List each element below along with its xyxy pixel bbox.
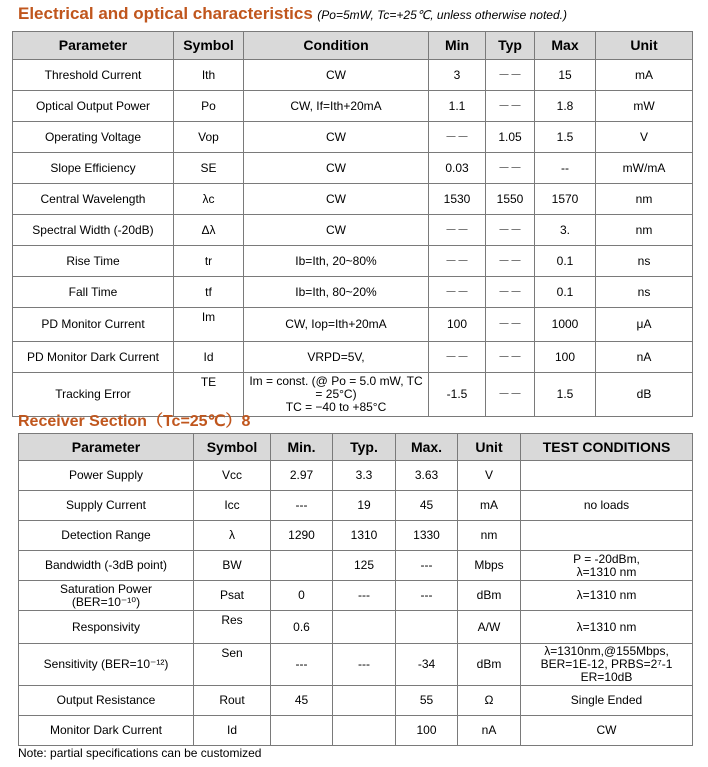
table-header-row	[13, 32, 693, 60]
table-cell: -1.5	[429, 373, 486, 417]
section2-title: Receiver Section（Tc=25℃）8	[18, 413, 251, 430]
column-header: Unit	[458, 434, 521, 461]
table-cell: Saturation Power (BER=10⁻¹⁰)	[19, 581, 194, 611]
table-cell: Detection Range	[19, 521, 194, 551]
section1-title: Electrical and optical characteristics	[18, 4, 313, 23]
table-row	[19, 521, 693, 551]
table-cell: dB	[596, 373, 693, 417]
table-cell: 3	[429, 60, 486, 91]
table-cell: nA	[596, 342, 693, 373]
table-cell: Im	[174, 308, 244, 342]
table-cell: ---	[333, 581, 396, 611]
table-cell: CW, Iop=Ith+20mA	[244, 308, 429, 342]
table-cell: Slope Efficiency	[13, 153, 174, 184]
table-cell: Mbps	[458, 551, 521, 581]
table-row	[19, 611, 693, 644]
table-cell: Ith	[174, 60, 244, 91]
column-header: Condition	[244, 32, 429, 60]
column-header: Parameter	[19, 434, 194, 461]
table-cell: 100	[535, 342, 596, 373]
footnote: Note: partial specifications can be customized	[18, 746, 262, 760]
column-header: TEST CONDITIONS	[521, 434, 693, 461]
table-cell: ---	[271, 491, 333, 521]
table-row	[13, 91, 693, 122]
table-cell: ns	[596, 277, 693, 308]
table-cell: λc	[174, 184, 244, 215]
table-cell: CW	[244, 153, 429, 184]
table-cell: 1330	[396, 521, 458, 551]
table-cell: dBm	[458, 581, 521, 611]
table-cell: －－	[486, 60, 535, 91]
table-cell: Optical Output Power	[13, 91, 174, 122]
table-cell: 2.97	[271, 461, 333, 491]
table-cell: －－	[486, 308, 535, 342]
table-cell: Operating Voltage	[13, 122, 174, 153]
table-cell: CW	[244, 60, 429, 91]
table-cell: ---	[396, 581, 458, 611]
table-cell: Ib=Ith, 20~80%	[244, 246, 429, 277]
table-cell: －－	[486, 91, 535, 122]
table-cell: P = -20dBm, λ=1310 nm	[521, 551, 693, 581]
column-header: Max	[535, 32, 596, 60]
table-cell: 1.1	[429, 91, 486, 122]
table-row	[19, 581, 693, 611]
table-cell: Id	[194, 716, 271, 746]
table-cell	[333, 716, 396, 746]
table-cell: Icc	[194, 491, 271, 521]
table-row	[13, 153, 693, 184]
table-cell	[521, 461, 693, 491]
table-cell: Sen	[194, 644, 271, 686]
table-row	[19, 716, 693, 746]
table-cell: 1.5	[535, 373, 596, 417]
table-cell: ---	[333, 644, 396, 686]
table-header-row	[19, 434, 693, 461]
table-cell: Threshold Current	[13, 60, 174, 91]
table-cell: －－	[429, 246, 486, 277]
receiver-section-table	[18, 433, 693, 746]
section1-heading	[18, 4, 567, 24]
table-cell: －－	[486, 153, 535, 184]
column-header: Unit	[596, 32, 693, 60]
table-cell: Im = const. (@ Po = 5.0 mW, TC = 25°C) TC = −40 to +85°C	[244, 373, 429, 417]
table-cell: 1.5	[535, 122, 596, 153]
column-header: Max.	[396, 434, 458, 461]
table-cell	[271, 716, 333, 746]
table-cell: Id	[174, 342, 244, 373]
table-cell: 0.1	[535, 277, 596, 308]
table-cell: BW	[194, 551, 271, 581]
table-cell: －－	[486, 342, 535, 373]
table-cell: CW	[244, 184, 429, 215]
column-header: Symbol	[174, 32, 244, 60]
table-cell: Sensitivity (BER=10⁻¹²)	[19, 644, 194, 686]
table-cell: ---	[396, 551, 458, 581]
table-cell: CW	[244, 122, 429, 153]
table-cell: 3.	[535, 215, 596, 246]
table-cell: μA	[596, 308, 693, 342]
table-cell: 1530	[429, 184, 486, 215]
table-cell: λ	[194, 521, 271, 551]
table-cell: Spectral Width (-20dB)	[13, 215, 174, 246]
table-cell: －－	[486, 246, 535, 277]
table-cell: 1.8	[535, 91, 596, 122]
table-cell: 1000	[535, 308, 596, 342]
table-cell: Output Resistance	[19, 686, 194, 716]
column-header: Parameter	[13, 32, 174, 60]
table-cell: Rise Time	[13, 246, 174, 277]
table-cell: λ=1310 nm	[521, 611, 693, 644]
column-header: Typ.	[333, 434, 396, 461]
table-cell: 3.3	[333, 461, 396, 491]
table-cell: --	[535, 153, 596, 184]
column-header: Typ	[486, 32, 535, 60]
table-cell: nm	[596, 184, 693, 215]
table-cell: dBm	[458, 644, 521, 686]
table-cell: mW	[596, 91, 693, 122]
table-cell	[333, 686, 396, 716]
table-row	[13, 215, 693, 246]
table-row	[13, 122, 693, 153]
table-row	[19, 491, 693, 521]
table-cell: －－	[486, 215, 535, 246]
table-row	[13, 246, 693, 277]
table-cell: SE	[174, 153, 244, 184]
table-cell: 19	[333, 491, 396, 521]
table-cell: Ib=Ith, 80~20%	[244, 277, 429, 308]
table-cell: λ=1310 nm	[521, 581, 693, 611]
table-cell: 45	[396, 491, 458, 521]
table-cell: TE	[174, 373, 244, 417]
column-header: Min	[429, 32, 486, 60]
table-cell: 125	[333, 551, 396, 581]
section1-subtitle: (Po=5mW, Tc=+25℃, unless otherwise noted.)	[317, 8, 567, 22]
table-cell: 3.63	[396, 461, 458, 491]
table-cell: 1.05	[486, 122, 535, 153]
table-cell: －－	[486, 277, 535, 308]
table-cell: nA	[458, 716, 521, 746]
table-cell: Tracking Error	[13, 373, 174, 417]
table-cell: Po	[174, 91, 244, 122]
table-cell: －－	[429, 277, 486, 308]
table-row	[13, 308, 693, 342]
table-row	[19, 686, 693, 716]
table-cell: nm	[596, 215, 693, 246]
table-cell	[333, 611, 396, 644]
table-cell: Bandwidth (-3dB point)	[19, 551, 194, 581]
table-cell	[271, 551, 333, 581]
table-cell: －－	[429, 122, 486, 153]
table-cell: －－	[429, 215, 486, 246]
table-cell: VRPD=5V,	[244, 342, 429, 373]
table-cell: Psat	[194, 581, 271, 611]
table-cell: 100	[429, 308, 486, 342]
table-cell: 45	[271, 686, 333, 716]
table-cell: 0	[271, 581, 333, 611]
table-cell: Central Wavelength	[13, 184, 174, 215]
column-header: Min.	[271, 434, 333, 461]
table-cell: -34	[396, 644, 458, 686]
table-cell: λ=1310nm,@155Mbps, BER=1E-12, PRBS=2⁷-1 ER=10dB	[521, 644, 693, 686]
table-cell: Rout	[194, 686, 271, 716]
table-cell: nm	[458, 521, 521, 551]
table-cell: Δλ	[174, 215, 244, 246]
table-cell: Fall Time	[13, 277, 174, 308]
table-cell: CW	[244, 215, 429, 246]
table-cell: 1570	[535, 184, 596, 215]
table-cell: 55	[396, 686, 458, 716]
table-row	[13, 277, 693, 308]
table-cell	[521, 521, 693, 551]
column-header: Symbol	[194, 434, 271, 461]
table-cell: V	[596, 122, 693, 153]
table-cell: CW, If=Ith+20mA	[244, 91, 429, 122]
table-cell: Responsivity	[19, 611, 194, 644]
table-row	[19, 551, 693, 581]
table-row	[19, 644, 693, 686]
table-row	[19, 461, 693, 491]
table-cell: PD Monitor Current	[13, 308, 174, 342]
table-cell: 1290	[271, 521, 333, 551]
table-cell: Res	[194, 611, 271, 644]
table-cell: 0.03	[429, 153, 486, 184]
table-cell: Single Ended	[521, 686, 693, 716]
table-cell: Ω	[458, 686, 521, 716]
table-cell: 15	[535, 60, 596, 91]
table-row	[13, 60, 693, 91]
table-cell: Power Supply	[19, 461, 194, 491]
table-cell: CW	[521, 716, 693, 746]
table-cell: Vcc	[194, 461, 271, 491]
table-cell: Supply Current	[19, 491, 194, 521]
table-cell: ns	[596, 246, 693, 277]
table-cell: no loads	[521, 491, 693, 521]
table-cell: A/W	[458, 611, 521, 644]
table-cell: mW/mA	[596, 153, 693, 184]
table-cell: 100	[396, 716, 458, 746]
table-cell: PD Monitor Dark Current	[13, 342, 174, 373]
table-row	[13, 342, 693, 373]
electrical-optical-table	[12, 31, 693, 417]
table-cell: tr	[174, 246, 244, 277]
table-cell: 0.6	[271, 611, 333, 644]
table-cell: Monitor Dark Current	[19, 716, 194, 746]
table-cell: V	[458, 461, 521, 491]
table-cell: mA	[458, 491, 521, 521]
table-cell: tf	[174, 277, 244, 308]
table-cell	[396, 611, 458, 644]
table-cell: Vop	[174, 122, 244, 153]
table-cell: ---	[271, 644, 333, 686]
table-cell: 1550	[486, 184, 535, 215]
table-cell: 1310	[333, 521, 396, 551]
table-cell: －－	[486, 373, 535, 417]
table-cell: mA	[596, 60, 693, 91]
table-cell: 0.1	[535, 246, 596, 277]
table-cell: －－	[429, 342, 486, 373]
table-row	[13, 184, 693, 215]
